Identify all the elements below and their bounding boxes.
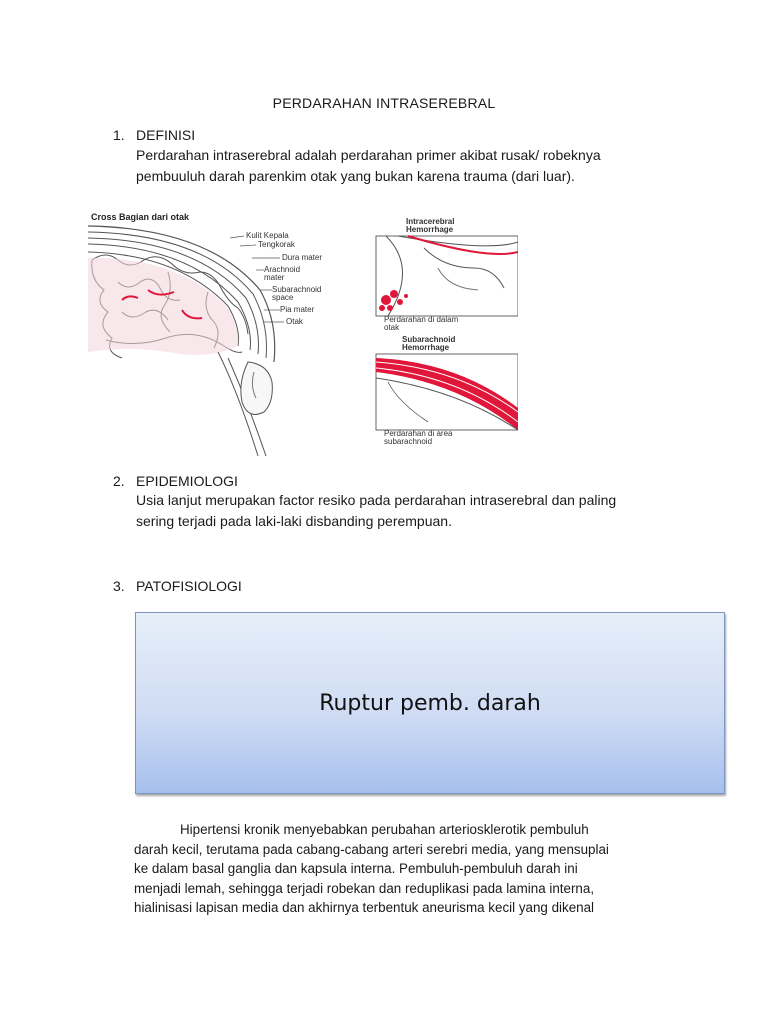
text-line: hialinisasi lapisan media dan akhirnya terbentuk aneurisma kecil yang dikenal: [134, 900, 595, 916]
subarachnoid-title-1: Subarachnoid: [402, 335, 456, 344]
brain-illustration: [88, 212, 518, 458]
text-line: ke dalam basal ganglia dan kapsula interna. Pembuluh-pembuluh darah ini: [134, 861, 578, 877]
intracerebral-caption-2: otak: [384, 323, 400, 332]
flowchart-box-text: Ruptur pemb. darah: [319, 690, 541, 716]
subarachnoid-caption-2: subarachnoid: [384, 437, 433, 446]
intracerebral-caption-1: Perdarahan di dalam: [384, 315, 459, 324]
layer-label: Tengkorak: [258, 240, 295, 249]
text-line: [136, 820, 676, 840]
layer-label: Kulit Kepala: [246, 231, 289, 240]
section-1-paragraph: [136, 145, 676, 187]
layer-label: Arachnoid: [264, 265, 301, 274]
layer-label: Otak: [286, 317, 303, 326]
intracerebral-title-1: Intracerebral: [406, 217, 455, 226]
body-paragraph: [136, 820, 676, 918]
section-3-number: 3.: [113, 578, 125, 594]
text-line: pembuuluh darah parenkim otak yang bukan karena trauma (dari luar).: [136, 168, 575, 184]
layer-label: Subarachnoid: [272, 285, 322, 294]
layer-label: Dura mater: [282, 253, 323, 262]
intracerebral-title-2: Hemorrhage: [406, 225, 454, 234]
layer-label: space: [272, 293, 294, 302]
text-line: darah kecil, terutama pada cabang-cabang arteri serebri media, yang mensuplai: [134, 841, 609, 857]
section-3-heading: PATOFISIOLOGI: [136, 578, 242, 594]
brain-hemorrhage-figure: [88, 212, 518, 458]
layer-label: Pia mater: [280, 305, 315, 314]
text-line: sering terjadi pada laki-laki disbanding perempuan.: [136, 513, 452, 529]
text-line: menjadi lemah, sehingga terjadi robekan dan reduplikasi pada lamina interna,: [134, 880, 595, 896]
section-1-heading: DEFINISI: [136, 127, 196, 143]
flowchart-box: [135, 612, 725, 794]
section-2-number: 2.: [113, 473, 125, 489]
section-2-heading: EPIDEMIOLOGI: [136, 473, 238, 489]
section-1-number: 1.: [113, 127, 125, 143]
layer-label: mater: [264, 273, 285, 282]
left-figure-title: Cross Bagian dari otak: [91, 212, 190, 222]
section-2-paragraph: [136, 490, 676, 532]
text-line: Usia lanjut merupakan factor resiko pada perdarahan intraserebral dan paling: [136, 492, 617, 508]
text-line: Perdarahan intraserebral adalah perdarahan primer akibat rusak/ robeknya: [136, 147, 601, 163]
text-line-content: Hipertensi kronik menyebabkan perubahan arteriosklerotik pembuluh: [180, 822, 589, 837]
subarachnoid-title-2: Hemorrhage: [402, 343, 450, 352]
subarachnoid-caption-1: Perdarahan di area: [384, 429, 453, 438]
document-title: PERDARAHAN INTRASEREBRAL: [272, 95, 496, 111]
